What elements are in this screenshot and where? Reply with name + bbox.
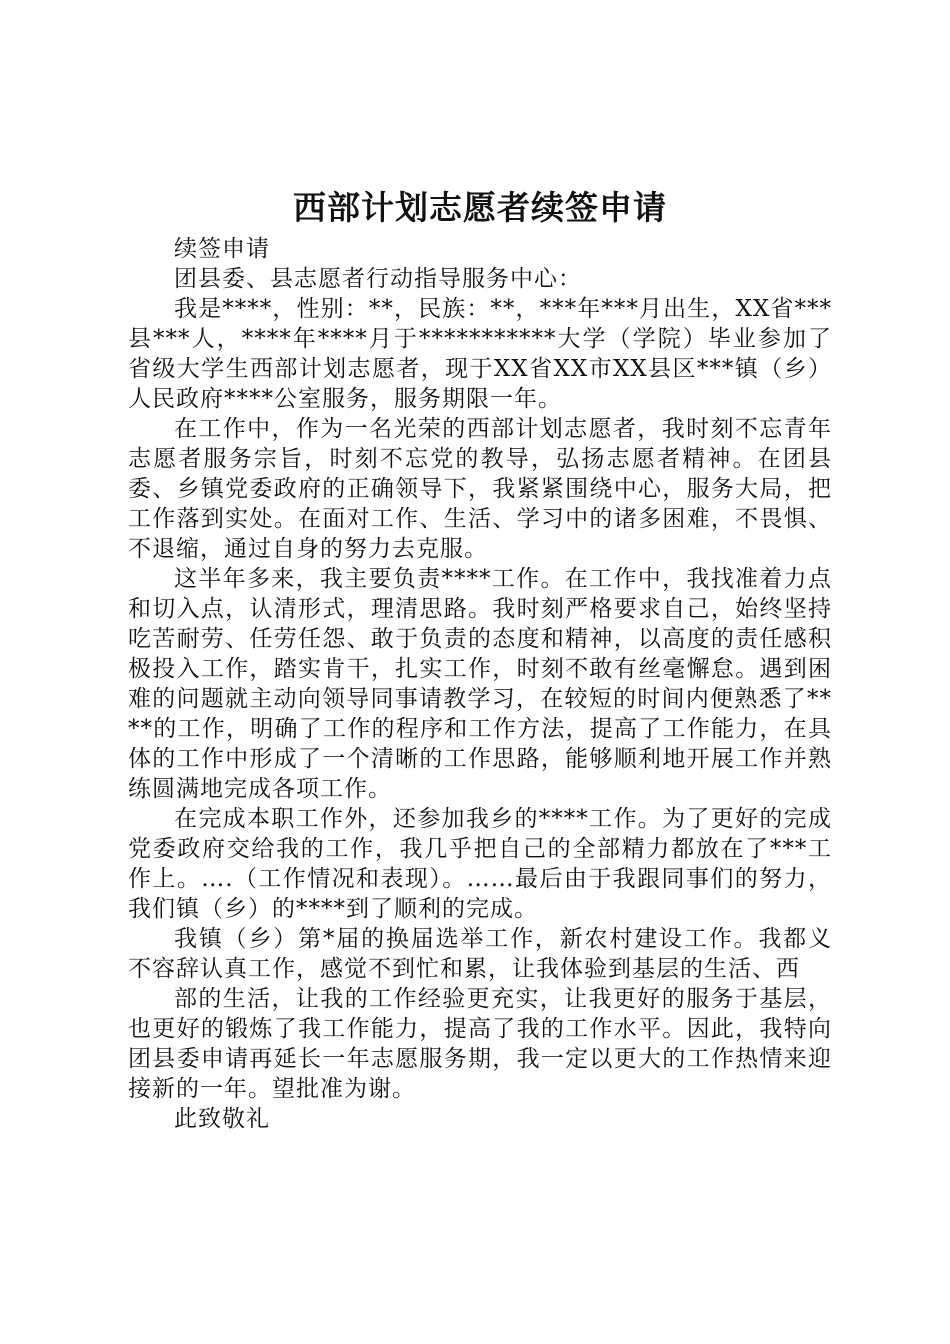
document-title: 西部计划志愿者续签申请	[293, 188, 667, 227]
closing-line: 此致敬礼	[174, 1106, 270, 1132]
paragraph-work-attitude: 在工作中，作为一名光荣的西部计划志愿者，我时刻不忘青年志愿者服务宗旨，时刻不忘党的教导，弘扬志愿者精神。在团县委、乡镇党委政府的正确领导下，我紧紧围绕中心，服务大局，把工作落到实处。在面对工作、生活、学习中的诸多困难，不畏惧、不退缩，通过自身的努力去克服。	[128, 416, 832, 562]
paragraph-responsibilities: 这半年多来，我主要负责****工作。在工作中，我找准着力点和切入点，认清形式，理清思路。我时刻严格要求自己，始终坚持吃苦耐劳、任劳任怨、敢于负责的态度和精神，以高度的责任感积极投入工作，踏实肯干，扎实工作，时刻不敢有丝毫懈怠。遇到困难的问题就主动向领导同事请教学习，在较短的时间内便熟悉了****的工作，明确了工作的程序和工作方法，提高了工作能力，在具体的工作中形成了一个清晰的工作思路，能够顺利地开展工作并熟练圆满地完成各项工作。	[128, 566, 832, 802]
salutation: 团县委、县志愿者行动指导服务中心：	[174, 266, 582, 292]
document-page	[128, 186, 832, 1134]
paragraph-intro: 我是****，性别：**，民族：**，***年***月出生，XX省***县***人，****年****月于***********大学（学院）毕业参加了省级大学生西部计划志愿者，现于XX省XX市XX县区***镇（乡）人民政府****公室服务，服务期限一年。	[128, 296, 832, 412]
paragraph-extra-work: 在完成本职工作外，还参加我乡的****工作。为了更好的完成党委政府交给我的工作，我几乎把自己的全部精力都放在了***工作上。….（工作情况和表现）。……最后由于我跟同事们的努力，我们镇（乡）的****到了顺利的完成。	[128, 806, 832, 922]
paragraph-request: 部的生活，让我的工作经验更充实，让我更好的服务于基层，也更好的锻炼了我工作能力，提高了我的工作水平。因此，我特向团县委申请再延长一年志愿服务期，我一定以更大的工作热情来迎接新的一年。望批准为谢。	[128, 986, 832, 1102]
paragraph-elections: 我镇（乡）第*届的换届选举工作，新农村建设工作。我都义不容辞认真工作，感觉不到忙和累，让我体验到基层的生活、西	[128, 926, 832, 982]
heading-line: 续签申请	[174, 236, 270, 262]
